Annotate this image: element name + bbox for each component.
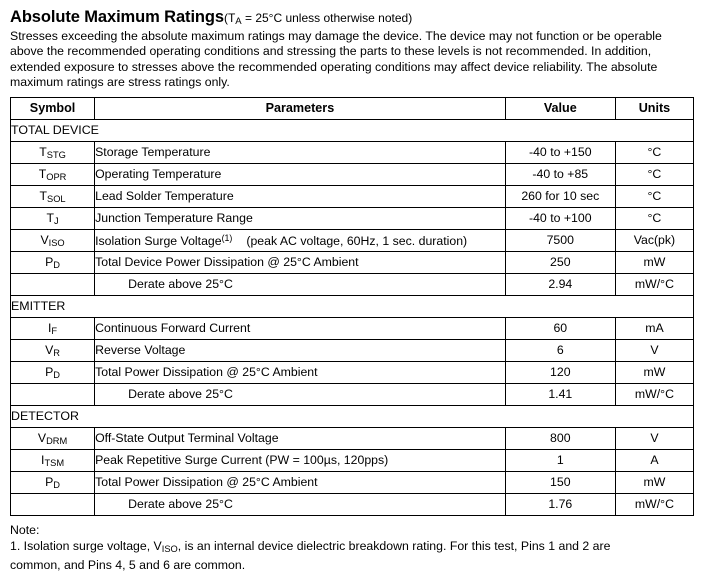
intro-paragraph: Stresses exceeding the absolute maximum ratings may damage the device. The device may not function or be operable above the recommended operating conditions and stressing the parts to these levels is not recommended. In addition, extended exposure to stresses above the recommended operating conditions may affect device reliability. The absolute maximum ratings are stress ratings only. <box>10 29 662 90</box>
row-parameter: Lead Solder Temperature <box>95 185 506 207</box>
table-row <box>11 361 694 383</box>
row-symbol <box>11 493 95 515</box>
table-row <box>11 339 694 361</box>
row-symbol: $I_F$ <box>11 317 95 339</box>
row-units: mW <box>615 251 693 273</box>
row-value: -40 to +100 <box>505 207 615 229</box>
footnote-marker: (1) <box>221 232 233 243</box>
row-parameter: Junction Temperature Range <box>95 207 506 229</box>
column-header-units: Units <box>615 97 693 119</box>
row-value: 1 <box>505 449 615 471</box>
column-header-parameters: Parameters <box>95 97 506 119</box>
row-value: 6 <box>505 339 615 361</box>
section-label-emitter: EMITTER <box>11 295 694 317</box>
row-symbol: $V_{DRM}$ <box>11 427 95 449</box>
table-row <box>11 163 694 185</box>
row-units: Vac(pk) <box>615 229 693 251</box>
row-units: V <box>615 339 693 361</box>
table-row <box>11 449 694 471</box>
row-value: 2.94 <box>505 273 615 295</box>
row-units: mW <box>615 471 693 493</box>
table-row <box>11 185 694 207</box>
row-value: 250 <box>505 251 615 273</box>
row-units: V <box>615 427 693 449</box>
row-symbol: $V_{ISO}$ <box>11 229 95 251</box>
row-units: °C <box>615 163 693 185</box>
page-title-main: Absolute Maximum Ratings <box>10 8 224 26</box>
row-units: mA <box>615 317 693 339</box>
table-header-row <box>11 97 694 119</box>
row-parameter: Storage Temperature <box>95 141 506 163</box>
row-units: mW/°C <box>615 493 693 515</box>
row-parameter: Derate above 25°C <box>95 273 506 295</box>
row-parameter: Operating Temperature <box>95 163 506 185</box>
footnote-subscript: ISO <box>161 544 178 555</box>
row-symbol <box>11 273 95 295</box>
row-symbol: $T_J$ <box>11 207 95 229</box>
row-parameter: Total Power Dissipation @ 25°C Ambient <box>95 361 506 383</box>
row-symbol: $P_D$ <box>11 471 95 493</box>
row-parameter: Derate above 25°C <box>95 383 506 405</box>
column-header-value: Value <box>505 97 615 119</box>
row-units: mW/°C <box>615 273 693 295</box>
table-row <box>11 427 694 449</box>
section-row <box>11 405 694 427</box>
table-body <box>11 119 694 515</box>
row-value: 800 <box>505 427 615 449</box>
row-units: mW/°C <box>615 383 693 405</box>
row-value: -40 to +85 <box>505 163 615 185</box>
row-symbol: $T_{STG}$ <box>11 141 95 163</box>
row-value: 1.41 <box>505 383 615 405</box>
table-row <box>11 493 694 515</box>
table-row <box>11 229 694 251</box>
row-units: mW <box>615 361 693 383</box>
row-value: 1.76 <box>505 493 615 515</box>
row-symbol: $T_{SOL}$ <box>11 185 95 207</box>
table-row <box>11 251 694 273</box>
row-parameter: Derate above 25°C <box>95 493 506 515</box>
row-parameter: Total Power Dissipation @ 25°C Ambient <box>95 471 506 493</box>
row-parameter: Continuous Forward Current <box>95 317 506 339</box>
page-title <box>10 8 694 27</box>
row-parameter: Off-State Output Terminal Voltage <box>95 427 506 449</box>
table-row <box>11 273 694 295</box>
table-row <box>11 471 694 493</box>
row-units: °C <box>615 185 693 207</box>
title-subscript: A <box>235 16 242 27</box>
section-row <box>11 119 694 141</box>
footnote-title: Note: <box>10 522 40 537</box>
row-symbol: $I_{TSM}$ <box>11 449 95 471</box>
table-row <box>11 317 694 339</box>
row-value: 260 for 10 sec <box>505 185 615 207</box>
row-value: 7500 <box>505 229 615 251</box>
section-label-total-device: TOTAL DEVICE <box>11 119 694 141</box>
absolute-maximum-ratings-table <box>10 97 694 516</box>
column-header-symbol: Symbol <box>11 97 95 119</box>
row-value: 60 <box>505 317 615 339</box>
table-row <box>11 141 694 163</box>
footnote-text: 1. Isolation surge voltage, $V_{ISO}$, is an internal device dielectric breakdown rating. For this test, Pins 1 and 2 are common, and Pins 4, 5 and 6 are common. <box>10 539 611 572</box>
row-symbol: $T_{OPR}$ <box>11 163 95 185</box>
row-symbol: $P_D$ <box>11 251 95 273</box>
row-units: °C <box>615 207 693 229</box>
row-value: 150 <box>505 471 615 493</box>
row-parameter: Reverse Voltage <box>95 339 506 361</box>
row-units: A <box>615 449 693 471</box>
row-units: °C <box>615 141 693 163</box>
row-parameter: Peak Repetitive Surge Current (PW = 100µs, 120pps) <box>95 449 506 471</box>
row-symbol: $P_D$ <box>11 361 95 383</box>
row-value: -40 to +150 <box>505 141 615 163</box>
table-row <box>11 207 694 229</box>
row-parameter: Isolation Surge Voltage$^{(1)}$ (peak AC voltage, 60Hz, 1 sec. duration) <box>95 229 506 251</box>
row-value: 120 <box>505 361 615 383</box>
footnote-block <box>10 523 694 574</box>
row-symbol: $V_R$ <box>11 339 95 361</box>
row-symbol <box>11 383 95 405</box>
section-label-detector: DETECTOR <box>11 405 694 427</box>
table-row <box>11 383 694 405</box>
section-row <box>11 295 694 317</box>
row-parameter: Total Device Power Dissipation @ 25°C Ambient <box>95 251 506 273</box>
page-title-condition: ($T_A = 25^\circ C$ unless otherwise noted) <box>223 11 413 27</box>
